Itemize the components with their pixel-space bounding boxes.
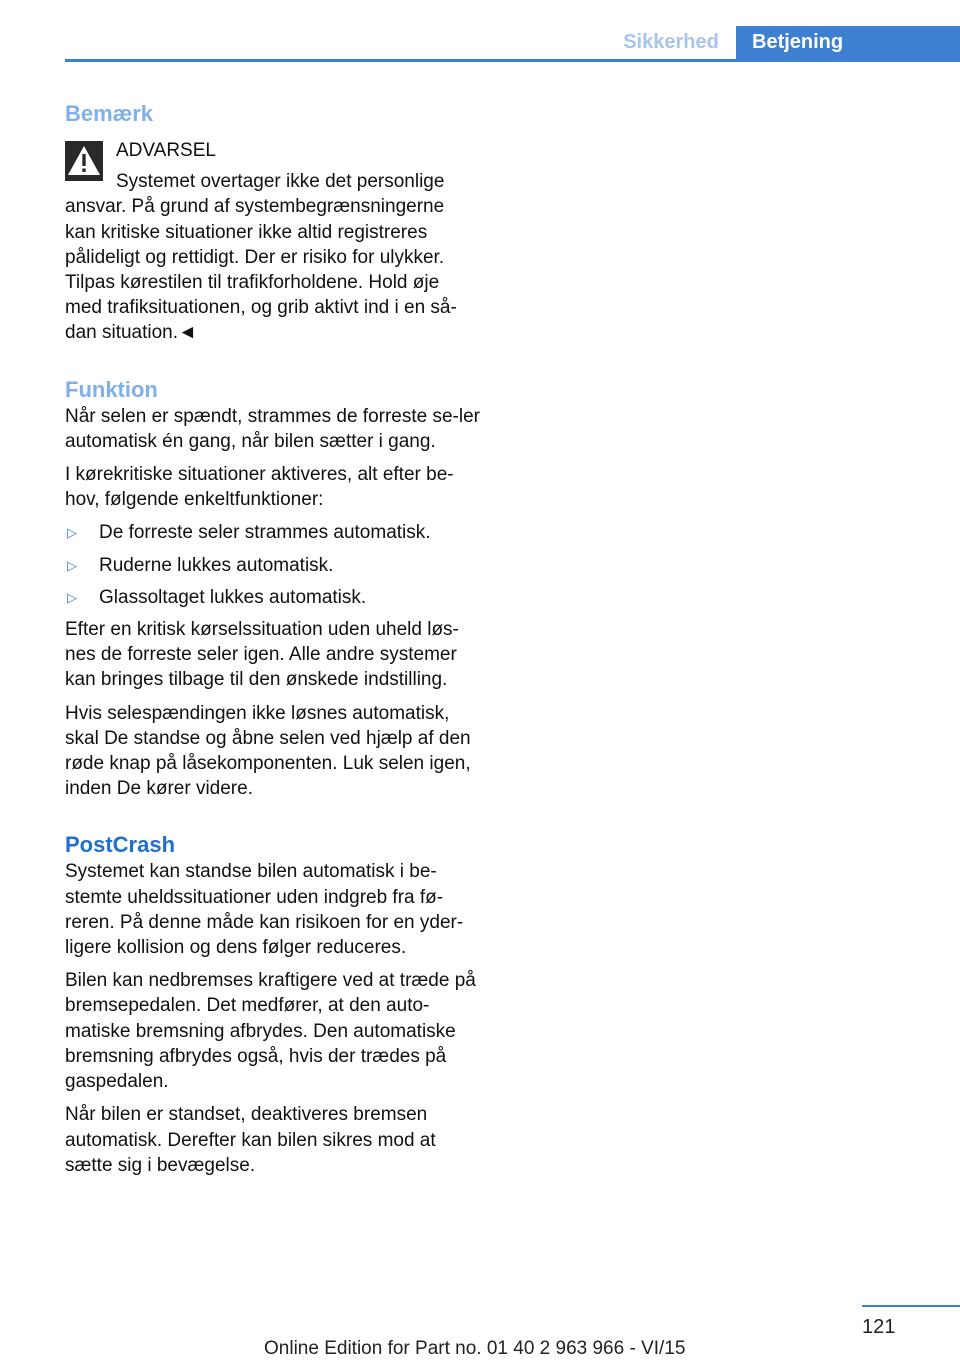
page-number: 121 (862, 1316, 896, 1338)
page-content (65, 100, 480, 1178)
list-item: ▷ Glassoltaget lukkes automatisk. (65, 585, 480, 610)
tab-sikkerhed[interactable]: Sikkerhed (623, 31, 719, 53)
warning-box (65, 138, 480, 346)
funktion-paragraph-1: Når selen er spændt, strammes de forreste se-ler automatisk én gang, når bilen sætter i gang. (65, 405, 480, 452)
header-rule (65, 59, 960, 62)
edition-footer: Online Edition for Part no. 01 40 2 963 966 - VI/15 (264, 1338, 686, 1359)
list-item: ▷ De forreste seler strammes automatisk. (65, 520, 480, 545)
warning-title: ADVARSEL (116, 140, 216, 161)
funktion-paragraph-3: Efter en kritisk kørselssituation uden uheld løs-nes de forreste seler igen. Alle andre systemer kan bringes tilbage til den ønskede indstilling. (65, 619, 459, 691)
warning-text: ansvar. På grund af systembegrænsningerne kan kritiske situationer ikke altid registreres pålideligt og rettidigt. Der er risiko for ulykker. Tilpas kørestilen til trafikforholdene. Hold øje med trafiksituationen, og grib aktivt ind i en så-dan situation.◄ (65, 196, 457, 344)
funktion-paragraph-2: I kørekritiske situationer aktiveres, alt efter be-hov, følgende enkeltfunktioner: (65, 464, 454, 511)
warning-icon (65, 141, 103, 181)
list-item: ▷ Ruderne lukkes automatisk. (65, 553, 480, 578)
postcrash-paragraph-3: Når bilen er standset, deaktiveres bremsen automatisk. Derefter kan bilen sikres mod at sætte sig i bevægelse. (65, 1104, 436, 1176)
postcrash-paragraph-2: Bilen kan nedbremses kraftigere ved at træde på bremsepedalen. Det medfører, at den auto-matiske bremsning afbrydes. Den automatiske bremsning afbrydes også, hvis der trædes på gaspedalen. (65, 970, 476, 1093)
triangle-bullet-icon: ▷ (67, 589, 77, 605)
funktion-bullet-list (65, 520, 480, 610)
triangle-bullet-icon: ▷ (67, 525, 77, 541)
postcrash-paragraph-1: Systemet kan standse bilen automatisk i be-stemte uheldssituationer uden indgreb fra fø-reren. På denne måde kan risikoen for en yder-ligere kollision og dens følger reduceres. (65, 861, 464, 959)
heading-funktion: Funktion (65, 376, 158, 402)
footer-rule (862, 1305, 960, 1307)
funktion-paragraph-4: Hvis selespændingen ikke løsnes automatisk, skal De standse og åbne selen ved hjælp af den røde knap på låsekomponenten. Luk selen igen, inden De kører videre. (65, 702, 471, 800)
heading-bemaerk: Bemærk (65, 101, 154, 126)
heading-postcrash: PostCrash (65, 832, 176, 858)
warning-text-first: Systemet overtager ikke det personlige (116, 171, 445, 193)
tab-betjening[interactable]: Betjening (736, 26, 960, 59)
triangle-bullet-icon: ▷ (67, 557, 77, 573)
